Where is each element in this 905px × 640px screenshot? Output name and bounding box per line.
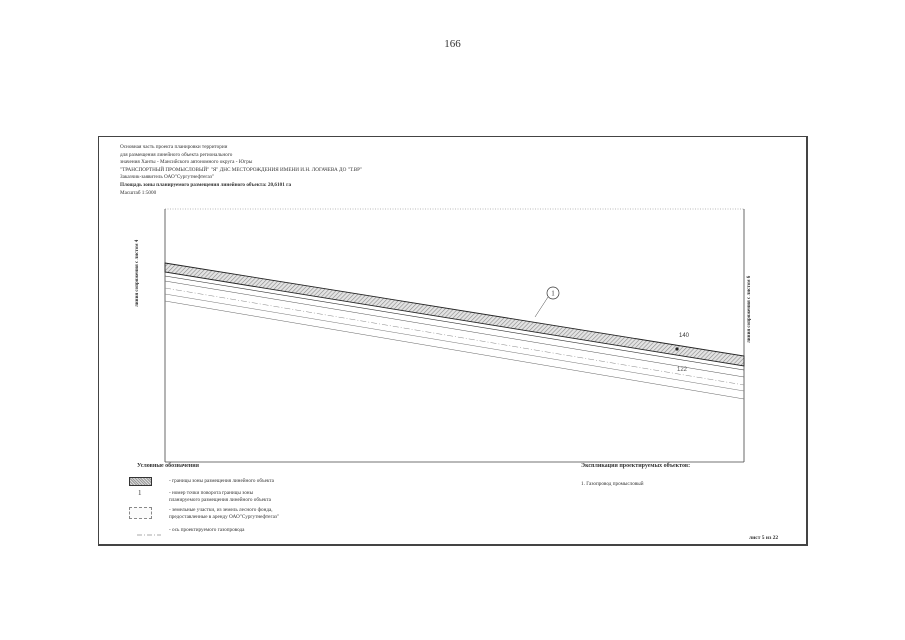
callout-leader <box>535 297 548 317</box>
legend-forest-swatch <box>129 507 152 519</box>
parallel-line-2 <box>165 281 744 377</box>
plan-drawing <box>99 137 809 547</box>
legend-text: - номер точки поворота границы зоны <box>169 490 254 496</box>
parallel-line-3 <box>165 288 744 385</box>
header-line-1: Основная часть проекта планировки территории <box>120 144 228 150</box>
header-line-5: Заказчик-заявитель ОАО"Сургутнефтегаз" <box>120 174 215 181</box>
header-line-7: Масштаб 1:5000 <box>120 189 157 196</box>
legend-border-swatch <box>129 477 152 486</box>
sheet-number-label: лист 5 из 22 <box>749 535 779 541</box>
corridor-zone <box>165 263 744 366</box>
legend-text: - ось проектируемого газопровода <box>169 527 245 533</box>
callout-number: 1 <box>551 289 555 298</box>
drawing-sheet <box>98 136 808 546</box>
legend-title: Условные обозначения <box>137 463 199 469</box>
legend-text: - границы зоны размещения линейного объекта <box>169 478 274 484</box>
left-match-line-label: линия сопряжения с листом 4 <box>135 239 140 307</box>
header-line-6: Площадь зоны планируемого размещения линейного объекта: 20,6101 га <box>120 181 292 188</box>
header-line-2: для размещения линейного объекта регионального <box>120 151 233 158</box>
header-line-4: "ТРАНСПОРТНЫЙ ПРОМЫСЛОВЫЙ" "Я" ДНС МЕСТОРОЖДЕНИЯ ИМЕНИ И.Н. ЛОГАЧЕВА ДО "Т.ВР" <box>120 166 363 173</box>
objects-explication-item: 1. Газопровод промысловый <box>581 481 644 487</box>
legend-text: планируемого размещения линейного объекта <box>169 496 271 503</box>
point-marker <box>675 347 678 350</box>
page-number: 166 <box>444 38 461 50</box>
objects-explication-title: Экспликация проектируемых объектов: <box>581 463 691 469</box>
legend-text: предоставленные в аренду ОАО"Сургутнефтегаз" <box>169 513 280 520</box>
parallel-line-1 <box>165 276 744 370</box>
header-line-3: значения Ханты - Мансийского автономного округа - Югры <box>120 159 253 166</box>
point-label-122: 122 <box>677 367 688 373</box>
point-label-140: 140 <box>679 333 690 339</box>
legend-text: - земельные участки, из земель лесного фонда, <box>169 507 273 513</box>
legend-point-symbol: 1 <box>138 489 142 497</box>
right-match-line-label: линия сопряжения с листом 6 <box>747 275 752 343</box>
